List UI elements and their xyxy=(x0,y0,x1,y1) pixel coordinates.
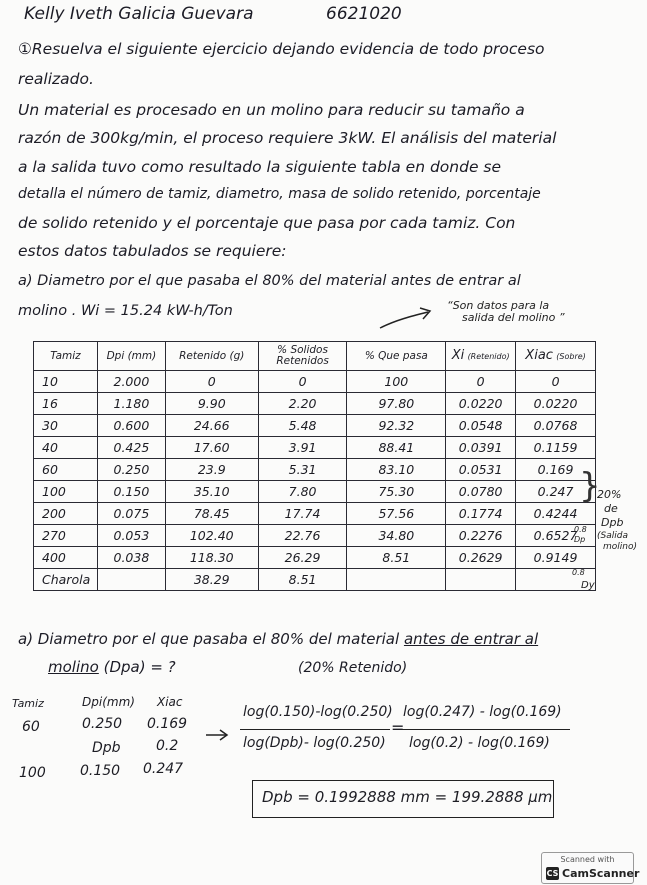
table-cell: 23.9 xyxy=(165,459,258,481)
table-cell: 0.9149 xyxy=(516,547,596,569)
table-cell: 60 xyxy=(34,459,98,481)
student-id: 6621020 xyxy=(326,4,402,24)
intro-line-6: detalla el número de tamiz, diametro, masa de solido retenido, porcentaje xyxy=(18,186,541,202)
side-note-molino: molino) xyxy=(603,542,637,552)
camscanner-badge xyxy=(541,852,640,884)
table-row xyxy=(34,415,596,437)
result-text: Dpb = 0.1992888 mm = 199.2888 μm xyxy=(262,788,553,806)
intro-line-5: a la salida tuvo como resultado la siguiente tabla en donde se xyxy=(18,158,502,176)
question-a-line-1: a) Diametro por el que pasaba el 80% del material antes de entrar al xyxy=(18,273,521,289)
table-cell: 0.4244 xyxy=(516,503,596,525)
intro-line-3: Un material es procesado en un molino para reducir su tamaño a xyxy=(18,101,525,119)
equals-sign: = xyxy=(391,718,405,737)
answer-molino: molino xyxy=(48,658,99,676)
table-cell: 0.247 xyxy=(516,481,596,503)
side-note-dy: Dy xyxy=(581,580,595,591)
fraction-2-bar xyxy=(402,729,570,730)
table-cell: 0.150 xyxy=(97,481,165,503)
calc-r3-dpi: 0.150 xyxy=(80,763,121,779)
table-row xyxy=(34,481,596,503)
calc-r2-xiac: 0.2 xyxy=(156,738,179,754)
table-cell: 17.74 xyxy=(258,503,347,525)
table-cell: 34.80 xyxy=(347,525,446,547)
answer-dpa: (Dpa) = ? xyxy=(103,658,176,676)
calc-h-xiac: Xiac xyxy=(157,695,183,709)
header-xi-label: Xi xyxy=(451,348,465,363)
table-cell: 200 xyxy=(34,503,98,525)
table-cell: 8.51 xyxy=(258,569,347,591)
table-cell: 0.0768 xyxy=(516,415,596,437)
answer-line-1-underlined: antes de entrar al xyxy=(403,630,539,648)
table-cell: 40 xyxy=(34,437,98,459)
table-cell: 30 xyxy=(34,415,98,437)
table-cell: 2.20 xyxy=(258,393,347,415)
table-cell: 2.000 xyxy=(97,371,165,393)
table-row xyxy=(34,393,596,415)
table-cell: 78.45 xyxy=(165,503,258,525)
calc-r1-tamiz: 60 xyxy=(22,719,40,735)
table-cell: Charola xyxy=(34,569,98,591)
table-cell: 118.30 xyxy=(165,547,258,569)
table-row xyxy=(34,569,596,591)
table-cell: 97.80 xyxy=(347,393,446,415)
header-xiac xyxy=(516,342,596,371)
camscanner-brand: CamScanner xyxy=(562,867,640,880)
table-cell: 0.2276 xyxy=(446,525,516,547)
table-cell: 16 xyxy=(34,393,98,415)
table-cell: 8.51 xyxy=(347,547,446,569)
table-cell: 0.0548 xyxy=(446,415,516,437)
fraction-2-numerator: log(0.247) - log(0.169) xyxy=(403,704,562,720)
table-cell: 0.250 xyxy=(97,459,165,481)
brace-mark: } xyxy=(579,466,601,506)
table-cell: 38.29 xyxy=(165,569,258,591)
question-a-line-2: molino . Wi = 15.24 kW-h/Ton xyxy=(18,303,233,319)
table-cell: 0.0220 xyxy=(516,393,596,415)
answer-line-1 xyxy=(18,630,538,648)
table-cell: 0.169 xyxy=(516,459,596,481)
student-name: Kelly Iveth Galicia Guevara xyxy=(24,4,254,24)
table-cell: 9.90 xyxy=(165,393,258,415)
calc-r1-xiac: 0.169 xyxy=(147,716,188,732)
calc-r2-dpi: Dpb xyxy=(92,740,121,756)
side-note-de: de xyxy=(604,502,618,515)
table-cell: 3.91 xyxy=(258,437,347,459)
table-cell: 0.1774 xyxy=(446,503,516,525)
table-cell: 17.60 xyxy=(165,437,258,459)
table-cell: 0.0391 xyxy=(446,437,516,459)
table-cell xyxy=(97,569,165,591)
table-cell: 0.075 xyxy=(97,503,165,525)
calc-h-tamiz: Tamiz xyxy=(12,697,44,710)
header-xi-sub: (Retenido) xyxy=(467,352,510,361)
calc-r3-xiac: 0.247 xyxy=(143,761,184,777)
table-cell: 26.29 xyxy=(258,547,347,569)
table-cell: 0 xyxy=(446,371,516,393)
header-retenido: Retenido (g) xyxy=(165,342,258,371)
header-tamiz: Tamiz xyxy=(34,342,98,371)
side-note-dp: Dp xyxy=(574,535,586,544)
intro-line-7: de solido retenido y el porcentaje que pasa por cada tamiz. Con xyxy=(18,214,516,232)
fraction-1-bar xyxy=(240,729,390,730)
table-cell: 0.600 xyxy=(97,415,165,437)
table-cell: 10 xyxy=(34,371,98,393)
table-cell: 92.32 xyxy=(347,415,446,437)
table-cell: 0.053 xyxy=(97,525,165,547)
table-cell: 0.1159 xyxy=(516,437,596,459)
header-xiac-label: Xiac xyxy=(525,348,553,363)
header-que-pasa: % Que pasa xyxy=(347,342,446,371)
table-row xyxy=(34,525,596,547)
answer-line-2 xyxy=(48,658,176,676)
table-cell: 400 xyxy=(34,547,98,569)
side-note-08a: 0.8 xyxy=(574,525,587,534)
table-cell xyxy=(446,569,516,591)
table-cell: 7.80 xyxy=(258,481,347,503)
note-line-1: “Son datos para la xyxy=(447,299,550,312)
calc-h-dpi: Dpi(mm) xyxy=(82,695,135,709)
side-note-dpb: Dpb xyxy=(601,516,624,529)
table-header-row xyxy=(34,342,596,371)
camscanner-logo-icon: CS xyxy=(546,869,559,878)
answer-line-1-text: a) Diametro por el que pasaba el 80% del material xyxy=(18,630,400,648)
table-cell: 1.180 xyxy=(97,393,165,415)
side-note-salida: (Salida xyxy=(597,531,628,541)
intro-line-4: razón de 300kg/min, el proceso requiere 3kW. El análisis del material xyxy=(18,129,557,147)
table-cell: 57.56 xyxy=(347,503,446,525)
table-row xyxy=(34,459,596,481)
table-row xyxy=(34,503,596,525)
header-xiac-sub: (Sobre) xyxy=(556,352,586,361)
table-cell: 270 xyxy=(34,525,98,547)
header-solidos-retenidos: % Solidos Retenidos xyxy=(258,342,347,371)
intro-line-8: estos datos tabulados se requiere: xyxy=(18,242,287,260)
intro-line-1: ①Resuelva el siguiente ejercicio dejando evidencia de todo proceso xyxy=(18,40,545,58)
table-cell xyxy=(347,569,446,591)
table-cell: 5.48 xyxy=(258,415,347,437)
table-cell: 0 xyxy=(165,371,258,393)
camscanner-scanned-with: Scanned with xyxy=(560,855,615,864)
intro-line-2: realizado. xyxy=(18,70,94,88)
table-cell: 100 xyxy=(347,371,446,393)
calc-r1-dpi: 0.250 xyxy=(82,716,123,732)
table-cell: 0.038 xyxy=(97,547,165,569)
calc-r3-tamiz: 100 xyxy=(19,765,46,781)
note-line-2: salida del molino ” xyxy=(462,311,565,324)
table-cell: 0.0531 xyxy=(446,459,516,481)
table-cell: 22.76 xyxy=(258,525,347,547)
table-cell: 0.2629 xyxy=(446,547,516,569)
table-cell: 5.31 xyxy=(258,459,347,481)
table-row xyxy=(34,547,596,569)
header-xi xyxy=(446,342,516,371)
table-cell: 75.30 xyxy=(347,481,446,503)
header-dpi: Dpi (mm) xyxy=(97,342,165,371)
table-cell: 35.10 xyxy=(165,481,258,503)
table-cell: 0 xyxy=(516,371,596,393)
sieve-analysis-table xyxy=(33,341,596,591)
table-cell: 0.0780 xyxy=(446,481,516,503)
table-row xyxy=(34,371,596,393)
side-note-20: 20% xyxy=(597,488,622,501)
table-cell: 88.41 xyxy=(347,437,446,459)
table-cell: 0.6527 xyxy=(516,525,596,547)
table-cell: 0 xyxy=(258,371,347,393)
table-cell: 0.425 xyxy=(97,437,165,459)
fraction-2-denominator: log(0.2) - log(0.169) xyxy=(409,735,550,751)
table-cell: 0.0220 xyxy=(446,393,516,415)
side-note-08b: 0.8 xyxy=(572,568,585,577)
answer-20-retenido: (20% Retenido) xyxy=(298,660,408,676)
table-cell: 100 xyxy=(34,481,98,503)
arrow-right-icon xyxy=(204,728,230,742)
table-cell: 83.10 xyxy=(347,459,446,481)
fraction-1-numerator: log(0.150)-log(0.250) xyxy=(243,704,393,720)
fraction-1-denominator: log(Dpb)- log(0.250) xyxy=(243,735,386,751)
table-row xyxy=(34,437,596,459)
table-cell: 24.66 xyxy=(165,415,258,437)
arrow-icon xyxy=(376,304,436,334)
table-cell: 102.40 xyxy=(165,525,258,547)
